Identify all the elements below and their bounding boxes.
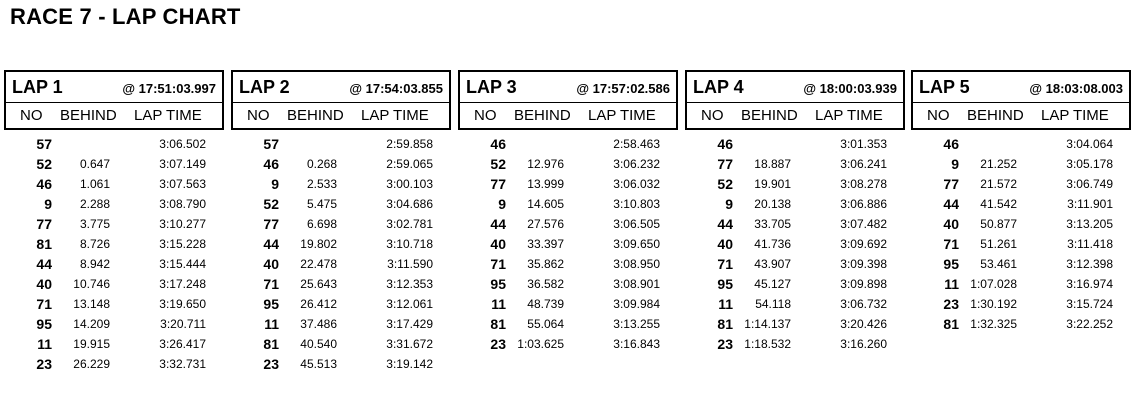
car-number: 11 [718, 296, 733, 312]
gap-behind: 22.478 [300, 257, 337, 271]
lap-time-value: 3:00.103 [386, 177, 433, 191]
table-row [911, 294, 1131, 314]
table-row [458, 254, 678, 274]
table-row [231, 134, 451, 154]
gap-behind: 1:30.192 [970, 297, 1017, 311]
lap-table-2 [231, 70, 451, 374]
lap-time-value: 3:04.064 [1066, 137, 1113, 151]
car-number: 40 [490, 236, 506, 252]
lap-timestamp: @ 17:51:03.997 [122, 81, 216, 96]
table-rows [231, 134, 451, 374]
lap-name: LAP 5 [919, 77, 970, 97]
gap-behind: 19.901 [754, 177, 791, 191]
car-number: 44 [717, 216, 733, 232]
gap-behind: 1:07.028 [970, 277, 1017, 291]
gap-behind: 5.475 [306, 197, 337, 211]
col-header-behind: BEHIND [60, 107, 117, 124]
table-row [458, 174, 678, 194]
table-row [685, 294, 905, 314]
table-row [458, 314, 678, 334]
gap-behind: 13.148 [73, 297, 110, 311]
column-headers [6, 103, 222, 128]
table-row [458, 334, 678, 354]
car-number: 44 [36, 256, 52, 272]
col-header-behind: BEHIND [287, 107, 344, 124]
car-number: 81 [943, 316, 959, 332]
col-header-no: NO [20, 107, 43, 124]
gap-behind: 2.533 [306, 177, 337, 191]
gap-behind: 1:03.625 [517, 337, 564, 351]
car-number: 52 [717, 176, 733, 192]
lap-time-value: 2:59.065 [386, 157, 433, 171]
lap-time-value: 3:08.790 [159, 197, 206, 211]
lap-time-value: 3:10.277 [159, 217, 206, 231]
lap-time-value: 3:08.278 [840, 177, 887, 191]
table-row [4, 294, 224, 314]
car-number: 52 [263, 196, 279, 212]
lap-time-value: 3:19.650 [159, 297, 206, 311]
gap-behind: 43.907 [754, 257, 791, 271]
lap-header [913, 72, 1129, 103]
column-headers [233, 103, 449, 128]
table-row [4, 154, 224, 174]
car-number: 81 [490, 316, 506, 332]
gap-behind: 26.412 [300, 297, 337, 311]
car-number: 23 [490, 336, 506, 352]
lap-time-value: 3:17.248 [159, 277, 206, 291]
gap-behind: 51.261 [980, 237, 1017, 251]
table-row [911, 274, 1131, 294]
car-number: 95 [943, 256, 959, 272]
gap-behind: 6.698 [306, 217, 337, 231]
lap-time-value: 3:02.781 [386, 217, 433, 231]
gap-behind: 12.976 [527, 157, 564, 171]
lap-name: LAP 2 [239, 77, 290, 97]
gap-behind: 53.461 [980, 257, 1017, 271]
table-row [685, 174, 905, 194]
gap-behind: 1:18.532 [744, 337, 791, 351]
col-header-lap-time: LAP TIME [134, 107, 202, 124]
col-header-behind: BEHIND [514, 107, 571, 124]
table-row [458, 294, 678, 314]
car-number: 71 [490, 256, 506, 272]
gap-behind: 21.572 [980, 177, 1017, 191]
car-number: 9 [951, 156, 959, 172]
lap-time-value: 2:58.463 [613, 137, 660, 151]
lap-time-value: 3:26.417 [159, 337, 206, 351]
lap-time-value: 2:59.858 [386, 137, 433, 151]
table-rows [911, 134, 1131, 334]
col-header-lap-time: LAP TIME [588, 107, 656, 124]
lap-time-value: 3:09.984 [613, 297, 660, 311]
gap-behind: 33.705 [754, 217, 791, 231]
table-rows [685, 134, 905, 354]
car-number: 40 [36, 276, 52, 292]
gap-behind: 19.915 [73, 337, 110, 351]
lap-time-value: 3:16.974 [1066, 277, 1113, 291]
table-row [4, 254, 224, 274]
gap-behind: 19.802 [300, 237, 337, 251]
lap-time-value: 3:16.260 [840, 337, 887, 351]
table-row [231, 274, 451, 294]
lap-time-value: 3:11.901 [1067, 197, 1113, 211]
gap-behind: 36.582 [527, 277, 564, 291]
table-row [4, 334, 224, 354]
gap-behind: 41.736 [754, 237, 791, 251]
car-number: 46 [490, 136, 506, 152]
table-row [231, 354, 451, 374]
gap-behind: 41.542 [980, 197, 1017, 211]
table-rows [458, 134, 678, 354]
car-number: 11 [264, 316, 279, 332]
gap-behind: 55.064 [527, 317, 564, 331]
table-row [231, 314, 451, 334]
gap-behind: 40.540 [300, 337, 337, 351]
gap-behind: 18.887 [754, 157, 791, 171]
table-row [458, 234, 678, 254]
lap-table-1 [4, 70, 224, 374]
col-header-lap-time: LAP TIME [815, 107, 883, 124]
lap-time-value: 3:11.418 [1067, 237, 1113, 251]
table-row [4, 234, 224, 254]
lap-time-value: 3:09.650 [613, 237, 660, 251]
lap-time-value: 3:04.686 [386, 197, 433, 211]
table-row [458, 194, 678, 214]
table-row [685, 234, 905, 254]
lap-time-value: 3:15.444 [159, 257, 206, 271]
car-number: 46 [263, 156, 279, 172]
table-row [458, 154, 678, 174]
gap-behind: 2.288 [79, 197, 110, 211]
table-row [4, 314, 224, 334]
car-number: 81 [36, 236, 52, 252]
table-row [4, 354, 224, 374]
lap-time-value: 3:15.228 [159, 237, 206, 251]
gap-behind: 25.643 [300, 277, 337, 291]
car-number: 46 [943, 136, 959, 152]
car-number: 40 [943, 216, 959, 232]
table-row [911, 194, 1131, 214]
lap-time-value: 3:06.749 [1066, 177, 1113, 191]
lap-box [685, 70, 905, 130]
car-number: 44 [263, 236, 279, 252]
car-number: 77 [717, 156, 733, 172]
car-number: 57 [36, 136, 52, 152]
table-row [911, 234, 1131, 254]
lap-time-value: 3:10.718 [386, 237, 433, 251]
table-row [4, 134, 224, 154]
car-number: 71 [36, 296, 52, 312]
gap-behind: 27.576 [527, 217, 564, 231]
lap-time-value: 3:07.149 [159, 157, 206, 171]
lap-time-value: 3:09.898 [840, 277, 887, 291]
gap-behind: 8.942 [79, 257, 110, 271]
car-number: 46 [36, 176, 52, 192]
gap-behind: 33.397 [527, 237, 564, 251]
lap-time-value: 3:06.241 [840, 157, 887, 171]
car-number: 81 [263, 336, 279, 352]
lap-time-value: 3:12.398 [1066, 257, 1113, 271]
lap-box [911, 70, 1131, 130]
gap-behind: 10.746 [73, 277, 110, 291]
car-number: 9 [725, 196, 733, 212]
car-number: 40 [263, 256, 279, 272]
table-row [685, 254, 905, 274]
lap-timestamp: @ 17:57:02.586 [576, 81, 670, 96]
lap-name: LAP 3 [466, 77, 517, 97]
lap-time-value: 3:06.232 [613, 157, 660, 171]
car-number: 23 [263, 356, 279, 372]
lap-time-value: 3:19.142 [386, 357, 433, 371]
gap-behind: 14.209 [73, 317, 110, 331]
table-row [685, 314, 905, 334]
car-number: 95 [490, 276, 506, 292]
car-number: 11 [944, 276, 959, 292]
car-number: 71 [717, 256, 733, 272]
car-number: 23 [36, 356, 52, 372]
gap-behind: 35.862 [527, 257, 564, 271]
gap-behind: 21.252 [980, 157, 1017, 171]
lap-time-value: 3:01.353 [840, 137, 887, 151]
col-header-no: NO [474, 107, 497, 124]
lap-time-value: 3:12.061 [386, 297, 433, 311]
car-number: 40 [717, 236, 733, 252]
table-row [911, 314, 1131, 334]
car-number: 71 [263, 276, 279, 292]
car-number: 11 [491, 296, 506, 312]
car-number: 71 [943, 236, 959, 252]
gap-behind: 1.061 [79, 177, 110, 191]
table-row [458, 214, 678, 234]
table-row [231, 174, 451, 194]
lap-time-value: 3:32.731 [159, 357, 206, 371]
table-row [231, 234, 451, 254]
column-headers [687, 103, 903, 128]
lap-time-value: 3:20.426 [840, 317, 887, 331]
car-number: 57 [263, 136, 279, 152]
table-row [911, 174, 1131, 194]
lap-table-5 [911, 70, 1131, 334]
car-number: 52 [490, 156, 506, 172]
table-row [458, 274, 678, 294]
table-row [231, 214, 451, 234]
lap-table-4 [685, 70, 905, 354]
col-header-no: NO [701, 107, 724, 124]
lap-box [4, 70, 224, 130]
lap-time-value: 3:06.502 [159, 137, 206, 151]
table-row [685, 134, 905, 154]
table-row [685, 334, 905, 354]
car-number: 77 [490, 176, 506, 192]
lap-time-value: 3:07.563 [159, 177, 206, 191]
gap-behind: 1:32.325 [970, 317, 1017, 331]
gap-behind: 45.127 [754, 277, 791, 291]
table-row [231, 254, 451, 274]
lap-header [233, 72, 449, 103]
page-title: RACE 7 - LAP CHART [10, 4, 241, 29]
lap-time-value: 3:11.590 [387, 257, 433, 271]
table-row [685, 154, 905, 174]
car-number: 95 [36, 316, 52, 332]
gap-behind: 37.486 [300, 317, 337, 331]
table-row [231, 334, 451, 354]
lap-header [6, 72, 222, 103]
car-number: 95 [263, 296, 279, 312]
table-row [911, 134, 1131, 154]
table-row [4, 174, 224, 194]
lap-time-value: 3:13.255 [613, 317, 660, 331]
gap-behind: 1:14.137 [744, 317, 791, 331]
car-number: 44 [943, 196, 959, 212]
lap-name: LAP 4 [693, 77, 744, 97]
lap-box [458, 70, 678, 130]
car-number: 9 [271, 176, 279, 192]
gap-behind: 0.647 [79, 157, 110, 171]
table-row [685, 194, 905, 214]
lap-time-value: 3:06.732 [840, 297, 887, 311]
table-row [911, 214, 1131, 234]
car-number: 44 [490, 216, 506, 232]
gap-behind: 45.513 [300, 357, 337, 371]
lap-time-value: 3:08.950 [613, 257, 660, 271]
lap-time-value: 3:06.886 [840, 197, 887, 211]
table-row [458, 134, 678, 154]
car-number: 77 [943, 176, 959, 192]
lap-time-value: 3:22.252 [1066, 317, 1113, 331]
gap-behind: 14.605 [527, 197, 564, 211]
table-row [4, 214, 224, 234]
gap-behind: 50.877 [980, 217, 1017, 231]
col-header-behind: BEHIND [741, 107, 798, 124]
car-number: 46 [717, 136, 733, 152]
lap-timestamp: @ 18:03:08.003 [1029, 81, 1123, 96]
car-number: 81 [717, 316, 733, 332]
column-headers [460, 103, 676, 128]
car-number: 9 [44, 196, 52, 212]
lap-box [231, 70, 451, 130]
car-number: 95 [717, 276, 733, 292]
car-number: 11 [37, 336, 52, 352]
lap-timestamp: @ 17:54:03.855 [349, 81, 443, 96]
gap-behind: 54.118 [755, 297, 791, 311]
gap-behind: 13.999 [527, 177, 564, 191]
table-row [4, 194, 224, 214]
car-number: 23 [717, 336, 733, 352]
lap-time-value: 3:06.032 [613, 177, 660, 191]
col-header-lap-time: LAP TIME [1041, 107, 1109, 124]
table-row [231, 294, 451, 314]
gap-behind: 26.229 [73, 357, 110, 371]
table-row [4, 274, 224, 294]
lap-time-value: 3:20.711 [160, 317, 206, 331]
lap-time-value: 3:15.724 [1066, 297, 1113, 311]
col-header-no: NO [927, 107, 950, 124]
col-header-no: NO [247, 107, 270, 124]
lap-time-value: 3:10.803 [613, 197, 660, 211]
car-number: 52 [36, 156, 52, 172]
table-row [231, 194, 451, 214]
lap-time-value: 3:07.482 [840, 217, 887, 231]
gap-behind: 3.775 [79, 217, 110, 231]
lap-time-value: 3:12.353 [386, 277, 433, 291]
table-row [231, 154, 451, 174]
car-number: 23 [943, 296, 959, 312]
lap-time-value: 3:06.505 [613, 217, 660, 231]
lap-time-value: 3:16.843 [613, 337, 660, 351]
table-row [685, 214, 905, 234]
lap-time-value: 3:13.205 [1066, 217, 1113, 231]
lap-header [460, 72, 676, 103]
lap-time-value: 3:17.429 [386, 317, 433, 331]
lap-time-value: 3:05.178 [1066, 157, 1113, 171]
lap-time-value: 3:08.901 [613, 277, 660, 291]
column-headers [913, 103, 1129, 128]
table-row [911, 154, 1131, 174]
table-row [911, 254, 1131, 274]
gap-behind: 48.739 [527, 297, 564, 311]
gap-behind: 0.268 [306, 157, 337, 171]
table-row [685, 274, 905, 294]
lap-header [687, 72, 903, 103]
car-number: 77 [36, 216, 52, 232]
lap-timestamp: @ 18:00:03.939 [803, 81, 897, 96]
col-header-lap-time: LAP TIME [361, 107, 429, 124]
lap-table-3 [458, 70, 678, 354]
lap-time-value: 3:31.672 [386, 337, 433, 351]
lap-time-value: 3:09.692 [840, 237, 887, 251]
table-rows [4, 134, 224, 374]
lap-name: LAP 1 [12, 77, 63, 97]
car-number: 77 [263, 216, 279, 232]
col-header-behind: BEHIND [967, 107, 1024, 124]
lap-time-value: 3:09.398 [840, 257, 887, 271]
car-number: 9 [498, 196, 506, 212]
gap-behind: 8.726 [79, 237, 110, 251]
gap-behind: 20.138 [754, 197, 791, 211]
